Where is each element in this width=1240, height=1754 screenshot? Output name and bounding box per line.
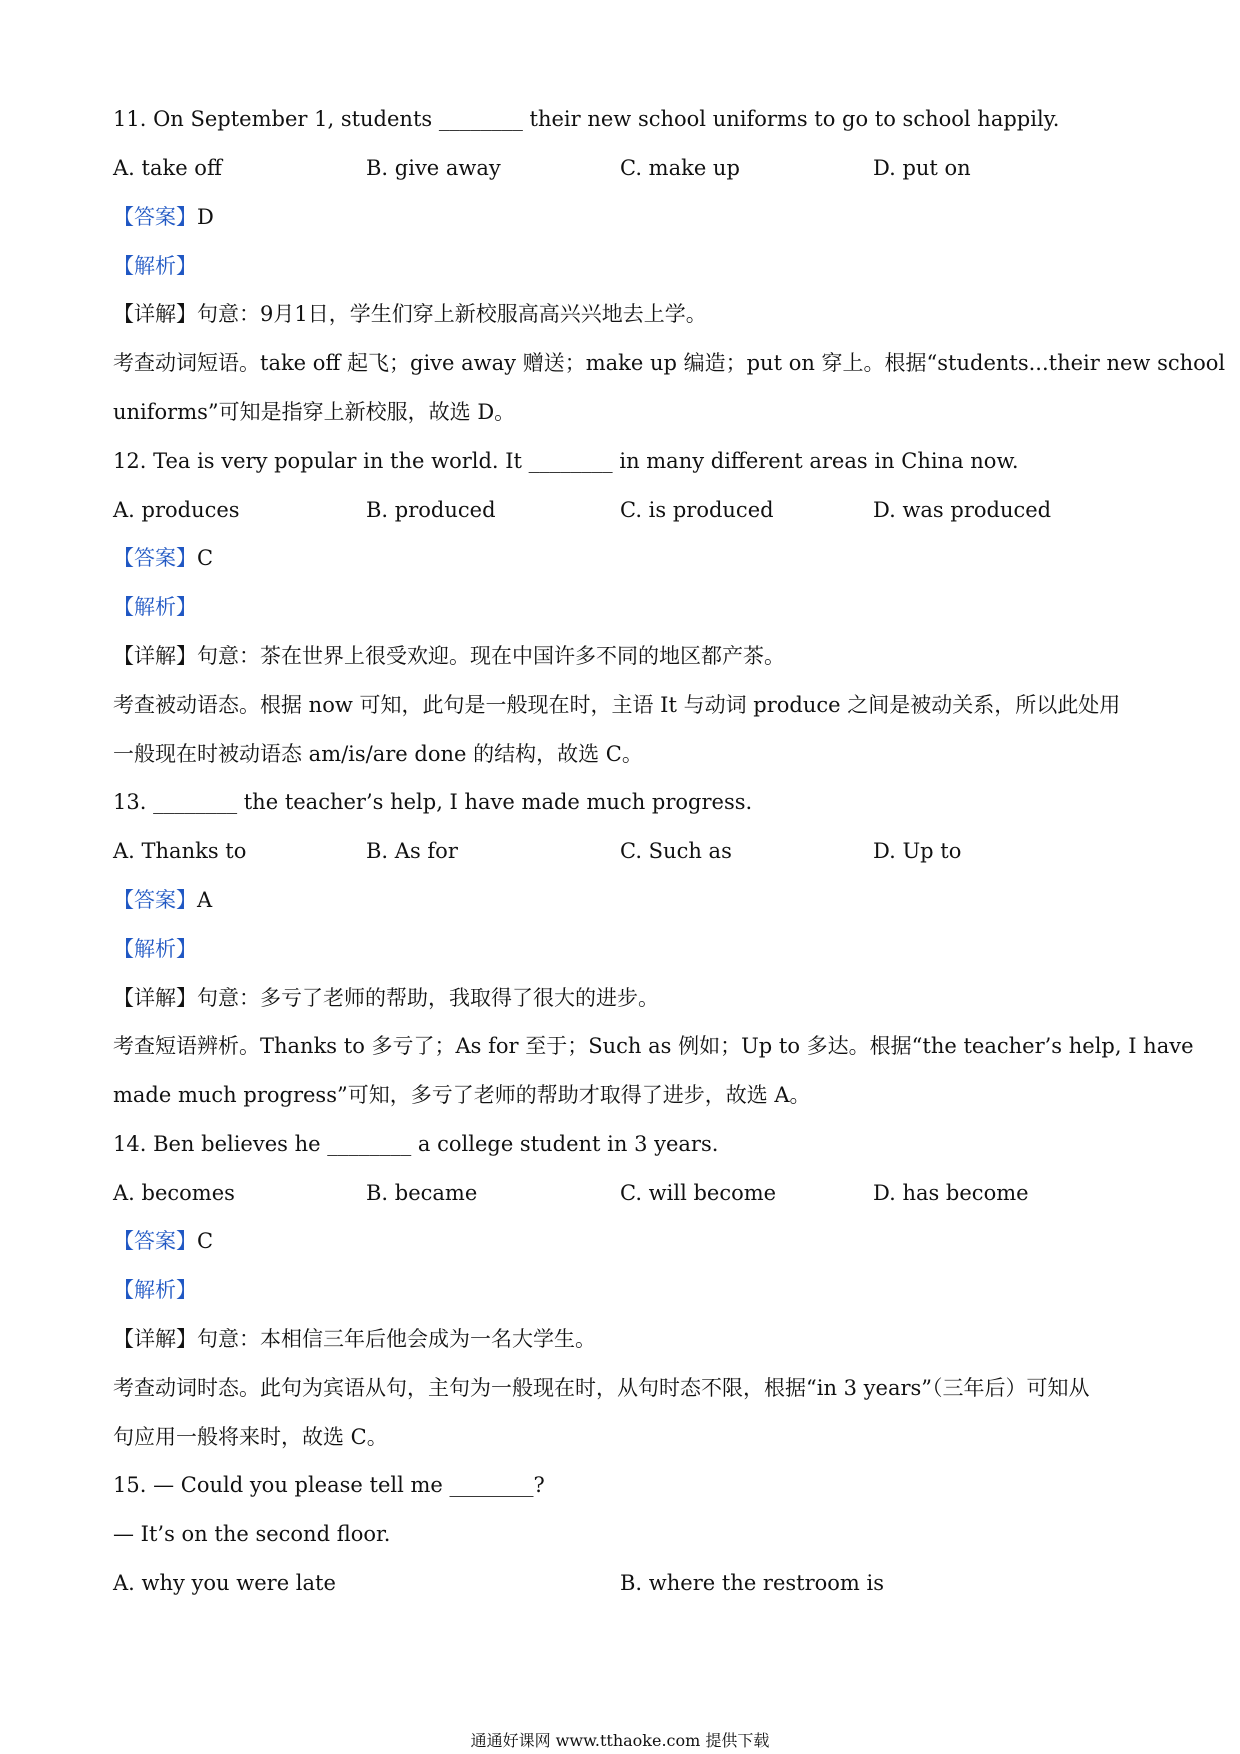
page-footer: 通通好课网 www.tthaoke.com 提供下载	[470, 1731, 770, 1750]
detail-tag: 【详解】	[113, 986, 197, 1010]
answer-value: C	[197, 546, 214, 570]
answer-line	[113, 886, 212, 914]
answer-tag: 【答案】	[113, 1229, 197, 1253]
detail-line	[113, 984, 659, 1012]
option-a: A. Thanks to	[113, 839, 247, 863]
explain-line-1: 考查短语辨析。Thanks to 多亏了；As for 至于；Such as 例如；Up to 多达。根据“the teacher’s help, I have	[113, 1034, 1194, 1058]
option-d: D. Up to	[873, 839, 962, 863]
question-stem: 12. Tea is very popular in the world. It ________ in many different areas in China now.	[113, 449, 1019, 473]
answer-line	[113, 1227, 213, 1255]
question-stem: 11. On September 1, students ________ their new school uniforms to go to school happily.	[113, 107, 1060, 131]
question-stem: 13. ________ the teacher’s help, I have made much progress.	[113, 790, 753, 814]
analysis-tag: 【解析】	[113, 937, 197, 961]
option-b: B. As for	[366, 839, 458, 863]
option-a: A. why you were late	[113, 1571, 336, 1595]
detail-tag: 【详解】	[113, 644, 197, 668]
option-b: B. became	[366, 1181, 478, 1205]
option-a: A. becomes	[113, 1181, 235, 1205]
option-c: C. will become	[620, 1181, 777, 1205]
option-c: C. make up	[620, 156, 740, 180]
option-a: A. take off	[113, 156, 222, 180]
explain-line-1: 考查被动语态。根据 now 可知，此句是一般现在时，主语 It 与动词 produce 之间是被动关系，所以此处用	[113, 693, 1121, 717]
answer-value: A	[197, 888, 213, 912]
dialogue-reply: — It’s on the second floor.	[113, 1522, 391, 1546]
option-b: B. produced	[366, 498, 496, 522]
explain-line-2: uniforms”可知是指穿上新校服，故选 D。	[113, 400, 516, 424]
option-d: D. put on	[873, 156, 971, 180]
detail-text: 句意：茶在世界上很受欢迎。现在中国许多不同的地区都产茶。	[197, 644, 785, 668]
explain-line-2: made much progress”可知，多亏了老师的帮助才取得了进步，故选 A。	[113, 1083, 811, 1107]
question-stem: 15. — Could you please tell me ________?	[113, 1473, 545, 1497]
answer-line	[113, 544, 213, 572]
analysis-tag: 【解析】	[113, 1278, 197, 1302]
answer-value: D	[197, 205, 214, 229]
detail-text: 句意：9月1日，学生们穿上新校服高高兴兴地去上学。	[197, 302, 707, 326]
detail-tag: 【详解】	[113, 1327, 197, 1351]
detail-line	[113, 300, 707, 328]
option-b: B. where the restroom is	[620, 1571, 885, 1595]
option-d: D. was produced	[873, 498, 1052, 522]
answer-value: C	[197, 1229, 214, 1253]
analysis-tag: 【解析】	[113, 254, 197, 278]
detail-text: 句意：本相信三年后他会成为一名大学生。	[197, 1327, 596, 1351]
option-c: C. is produced	[620, 498, 774, 522]
detail-line	[113, 642, 785, 670]
analysis-tag: 【解析】	[113, 595, 197, 619]
option-a: A. produces	[113, 498, 240, 522]
detail-line	[113, 1325, 596, 1353]
explain-line-1: 考查动词时态。此句为宾语从句，主句为一般现在时，从句时态不限，根据“in 3 years”（三年后）可知从	[113, 1376, 1090, 1400]
answer-tag: 【答案】	[113, 888, 197, 912]
option-c: C. Such as	[620, 839, 732, 863]
question-stem: 14. Ben believes he ________ a college student in 3 years.	[113, 1132, 719, 1156]
option-b: B. give away	[366, 156, 501, 180]
answer-line	[113, 203, 214, 231]
explain-line-2: 句应用一般将来时，故选 C。	[113, 1425, 388, 1449]
explain-line-2: 一般现在时被动语态 am/is/are done 的结构，故选 C。	[113, 742, 643, 766]
explain-line-1: 考查动词短语。take off 起飞；give away 赠送；make up 编造；put on 穿上。根据“students...their new school	[113, 351, 1226, 375]
option-d: D. has become	[873, 1181, 1029, 1205]
detail-tag: 【详解】	[113, 302, 197, 326]
detail-text: 句意：多亏了老师的帮助，我取得了很大的进步。	[197, 986, 659, 1010]
answer-tag: 【答案】	[113, 205, 197, 229]
answer-tag: 【答案】	[113, 546, 197, 570]
